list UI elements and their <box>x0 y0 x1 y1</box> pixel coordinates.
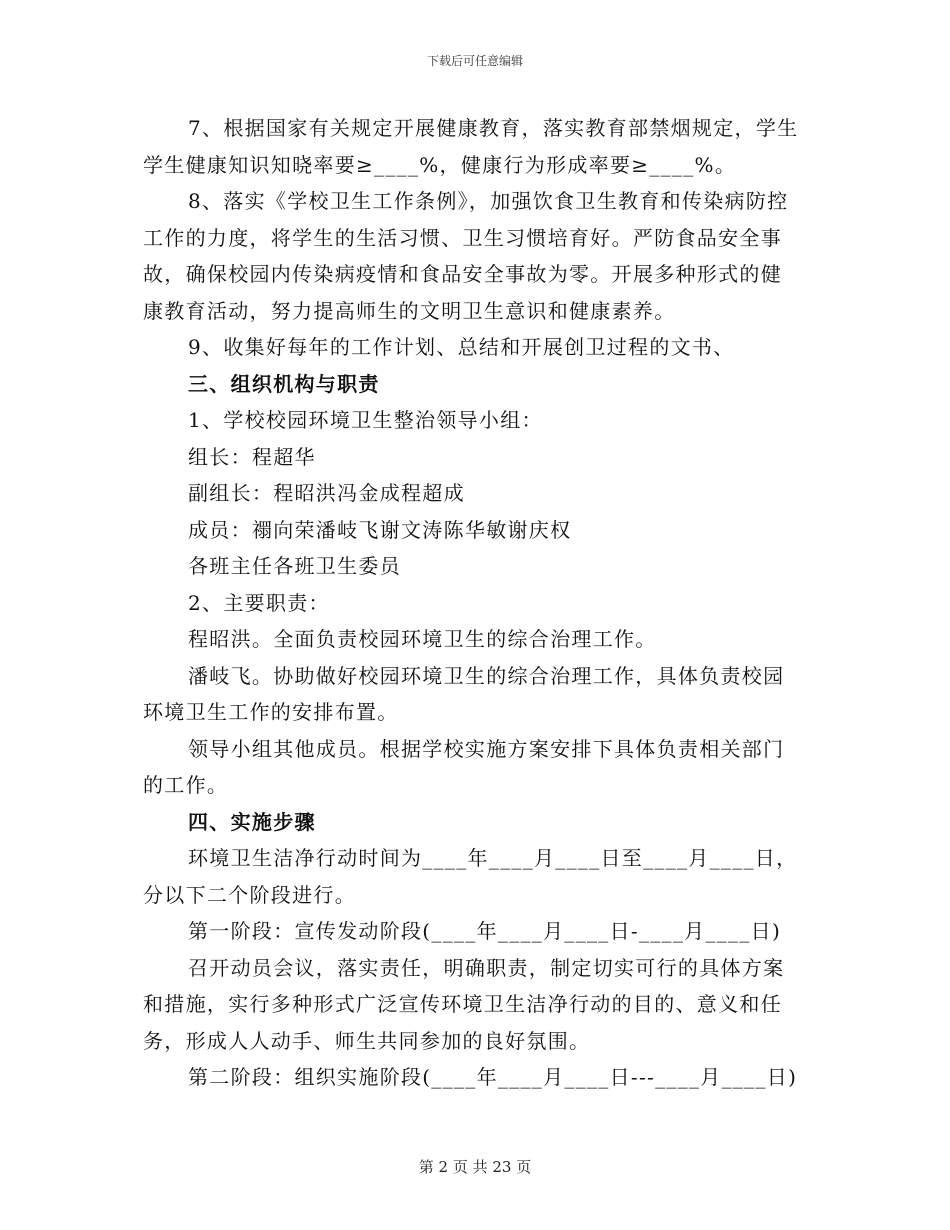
text-line: 潘岐飞。协助做好校园环境卫生的综合治理工作，具体负责校园 <box>188 663 785 688</box>
text-line: 领导小组其他成员。根据学校实施方案安排下具体负责相关部门 <box>188 736 785 761</box>
document-body <box>143 110 823 1096</box>
text-line: 环境卫生洁净行动时间为____年____月____日至____月____日， <box>188 846 798 870</box>
text-line: 9、收集好每年的工作计划、总结和开展创卫过程的文书、 <box>188 335 735 359</box>
text-line: 学生健康知识知晓率要≥____%，健康行为形成率要≥____%。 <box>143 152 737 177</box>
text-line: 8、落实《学校卫生工作条例》，加强饮食卫生教育和传染病防控 <box>188 189 789 213</box>
text-line: 和措施，实行多种形式广泛宣传环境卫生洁净行动的目的、意义和任 <box>143 992 782 1016</box>
text-line: 成员：禤向荣潘岐飞谢文涛陈华敏谢庆权 <box>188 517 572 542</box>
text-line: 故，确保校园内传染病疫情和食品安全事故为零。开展多种形式的健 <box>143 262 782 286</box>
text-line: 的工作。 <box>143 773 229 797</box>
text-line: 工作的力度，将学生的生活习惯、卫生习惯培育好。严防食品安全事 <box>143 225 782 250</box>
page-header-note: 下载后可任意编辑 <box>426 54 523 68</box>
text-line: 环境卫生工作的安排布置。 <box>143 700 399 724</box>
text-line: 分以下二个阶段进行。 <box>143 882 356 907</box>
section-heading: 四、实施步骤 <box>188 809 316 834</box>
text-line: 副组长：程昭洪冯金成程超成 <box>188 481 465 505</box>
page-number: 第 2 页 共 23 页 <box>418 1158 532 1176</box>
text-line: 程昭洪。全面负责校园环境卫生的综合治理工作。 <box>188 627 657 651</box>
text-line: 2、主要职责： <box>188 590 330 615</box>
text-line: 组长：程超华 <box>188 444 316 469</box>
text-line: 7、根据国家有关规定开展健康教育，落实教育部禁烟规定，学生 <box>188 116 799 140</box>
text-line: 第二阶段：组织实施阶段(____年____月____日---____月____日) <box>188 1065 798 1089</box>
text-line: 第一阶段：宣传发动阶段(____年____月____日-____月____日) <box>188 919 782 943</box>
text-line: 召开动员会议，落实责任，明确职责，制定切实可行的具体方案 <box>188 955 785 980</box>
text-line: 康教育活动，努力提高师生的文明卫生意识和健康素养。 <box>143 298 676 323</box>
section-heading: 三、组织机构与职责 <box>188 371 380 396</box>
text-line: 各班主任各班卫生委员 <box>188 554 401 578</box>
text-line: 务，形成人人动手、师生共同参加的良好氛围。 <box>143 1028 591 1053</box>
text-line: 1、学校校园环境卫生整治领导小组： <box>188 408 543 432</box>
